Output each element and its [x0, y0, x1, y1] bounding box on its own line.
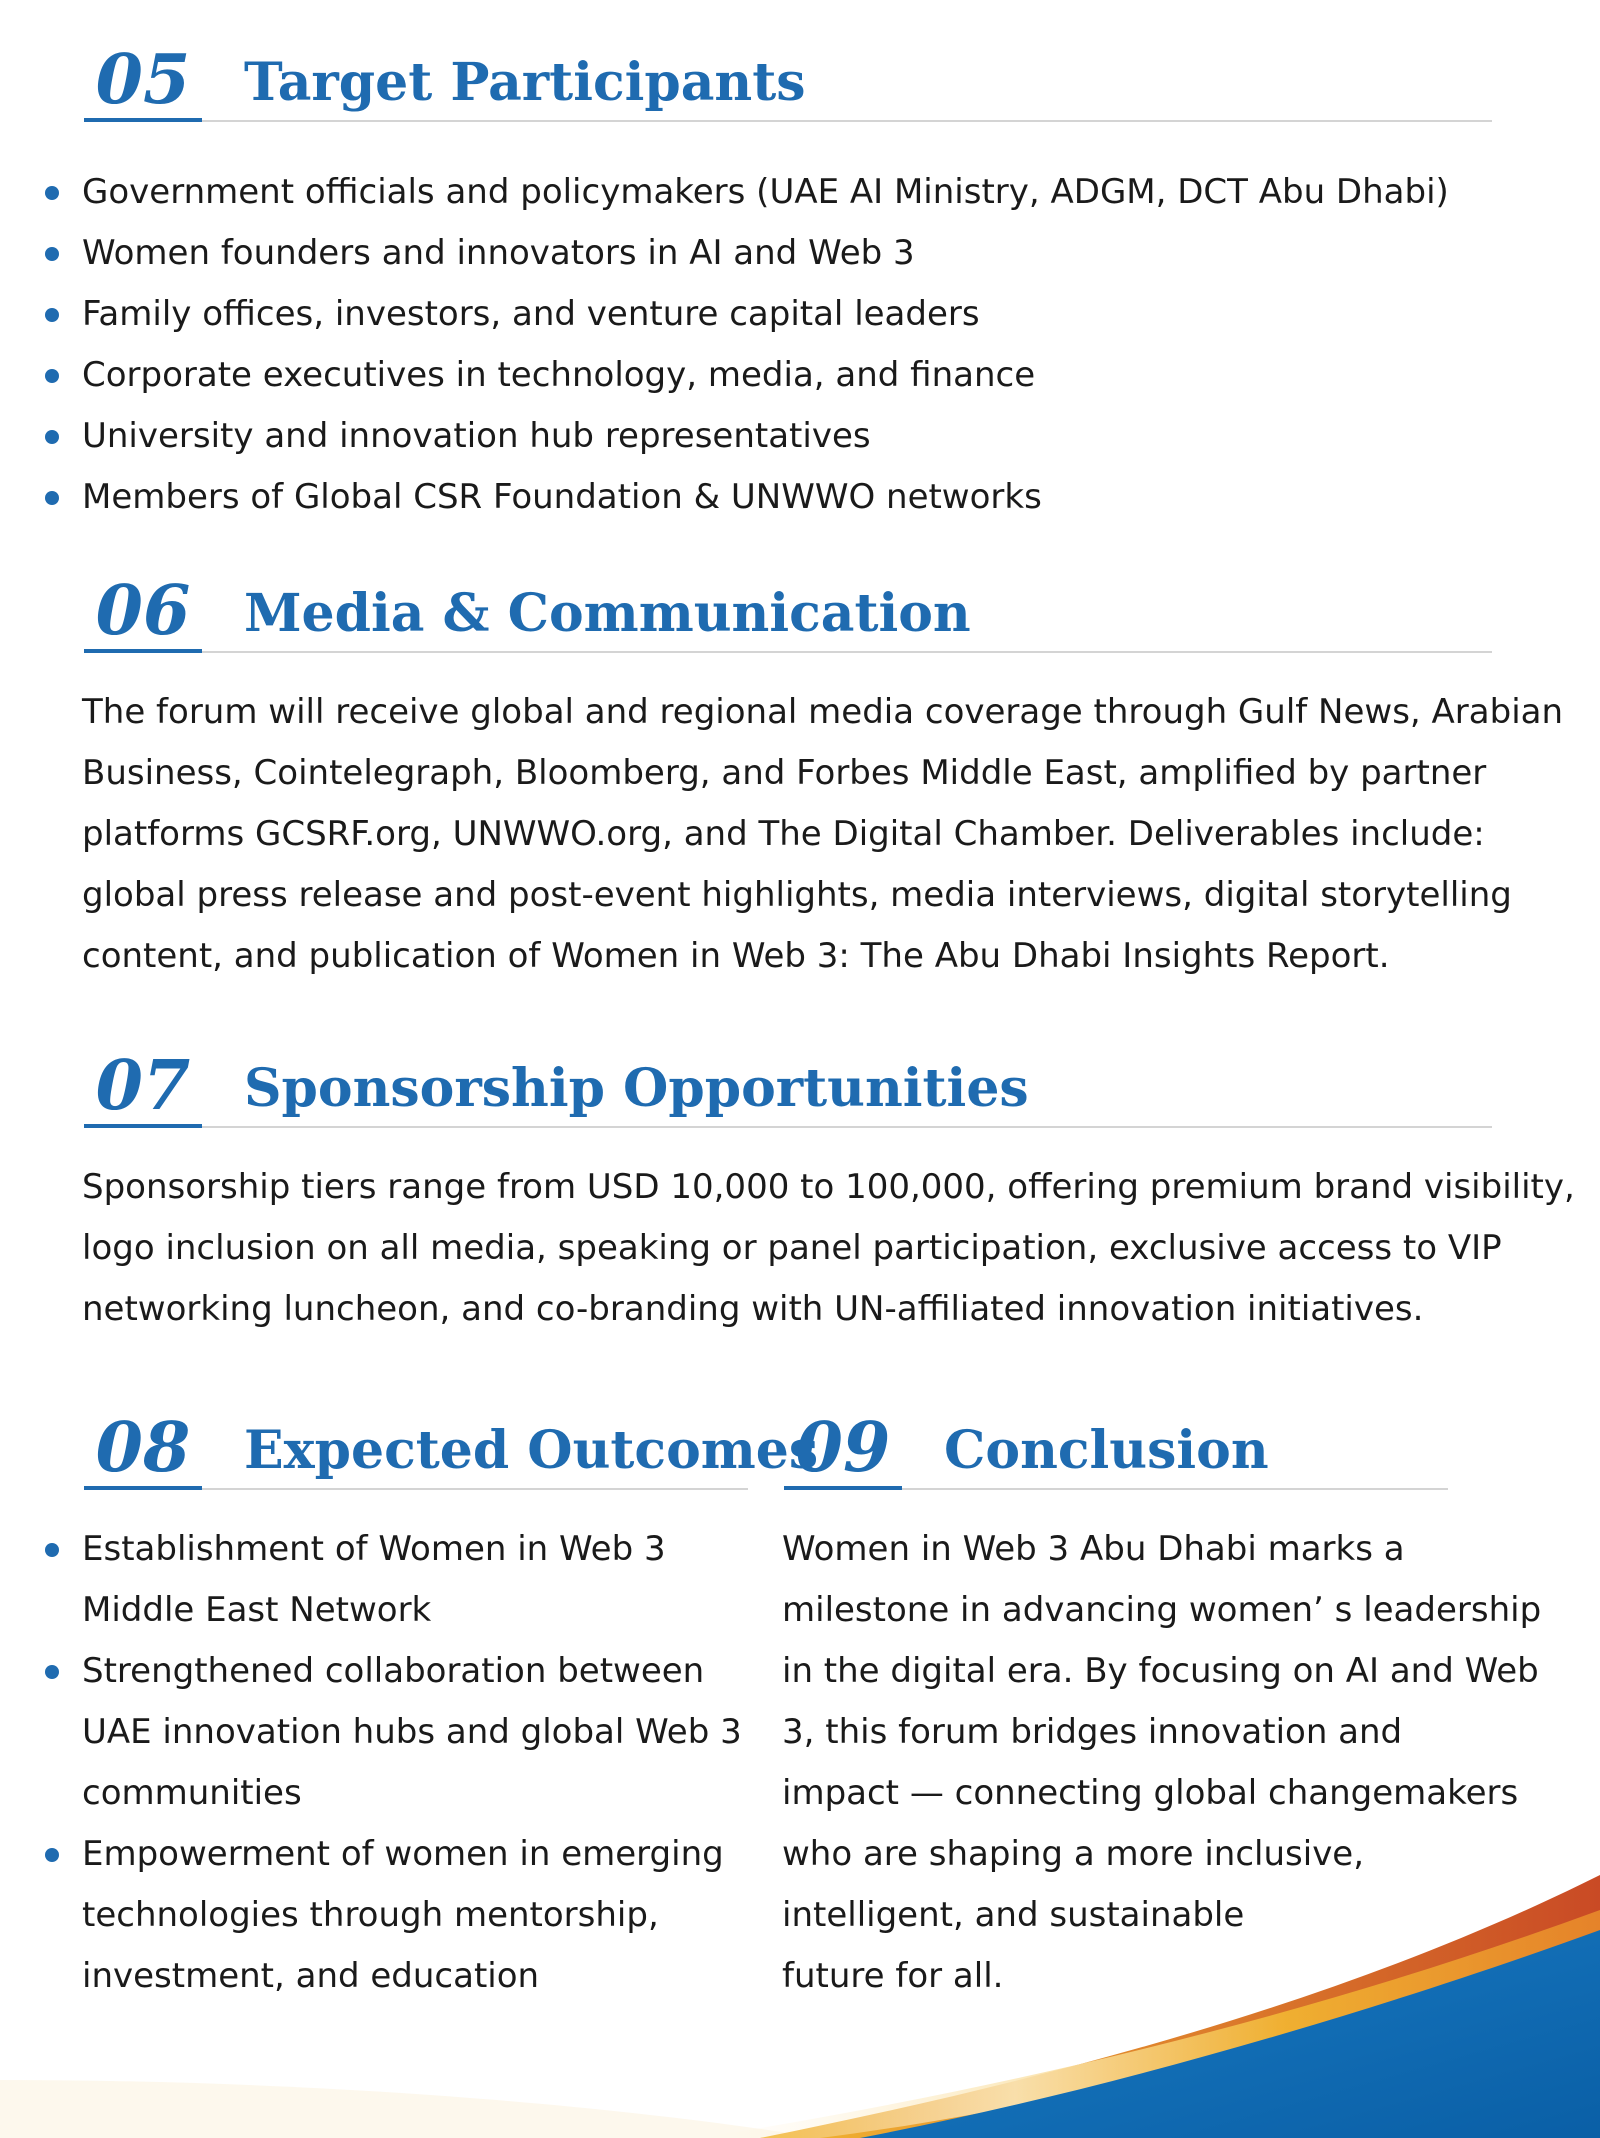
list-item [41, 284, 1491, 345]
bullet-icon [45, 430, 59, 444]
list-item-text: Family offices, investors, and venture capital leaders [82, 294, 980, 334]
paragraph-line: 3, this forum bridges innovation and [782, 1712, 1403, 1752]
bullet-icon [45, 369, 59, 383]
list-item-line: Middle East Network [82, 1590, 432, 1630]
section-number: 06 [84, 571, 202, 653]
paragraph-line: logo inclusion on all media, speaking or panel participation, exclusive access to VIP [82, 1228, 1502, 1268]
paragraph-line: future for all. [782, 1956, 1004, 1996]
list-item [41, 345, 1491, 406]
list-item-line: communities [82, 1773, 302, 1813]
list-item-text: University and innovation hub representatives [82, 416, 871, 456]
section-title: Media & Communication [244, 583, 971, 644]
section-divider [202, 120, 1492, 122]
list-item-line: Establishment of Women in Web 3 [82, 1529, 666, 1569]
list-item-line: investment, and education [82, 1956, 540, 1996]
list-item-text: Women founders and innovators in AI and Web 3 [82, 233, 915, 273]
section-divider [202, 651, 1492, 653]
section-divider [202, 1488, 748, 1490]
list-item-line: technologies through mentorship, [82, 1895, 659, 1935]
section-05-header [84, 40, 1492, 120]
section-divider [902, 1488, 1448, 1490]
bullet-icon [45, 186, 59, 200]
paragraph-line: networking luncheon, and co-branding with UN-affiliated innovation initiatives. [82, 1289, 1424, 1329]
section-title: Conclusion [944, 1420, 1269, 1481]
list-item [41, 406, 1491, 467]
paragraph-line: Business, Cointelegraph, Bloomberg, and Forbes Middle East, amplified by partner [82, 753, 1487, 793]
list-item [41, 467, 1491, 528]
section-title: Sponsorship Opportunities [244, 1058, 1029, 1119]
paragraph-line: Sponsorship tiers range from USD 10,000 to 100,000, offering premium brand visibility, [82, 1167, 1575, 1207]
section-title: Expected Outcomes [244, 1420, 819, 1481]
section-number: 08 [84, 1408, 202, 1490]
list-item-line: UAE innovation hubs and global Web 3 [82, 1712, 742, 1752]
paragraph-line: who are shaping a more inclusive, [782, 1834, 1365, 1874]
bullet-icon [45, 491, 59, 505]
section-number: 07 [84, 1046, 202, 1128]
list-item [41, 1519, 741, 1641]
bullet-icon [45, 247, 59, 261]
list-item [41, 162, 1491, 223]
list-item-text: Corporate executives in technology, media, and finance [82, 355, 1036, 395]
list-item-text: Government officials and policymakers (UAE AI Ministry, ADGM, DCT Abu Dhabi) [82, 172, 1449, 212]
list-item-line: Empowerment of women in emerging [82, 1834, 724, 1874]
sponsorship-paragraph [82, 1157, 1575, 1340]
section-06-header [84, 571, 1492, 651]
list-item-line: Strengthened collaboration between [82, 1651, 705, 1691]
section-divider [202, 1126, 1492, 1128]
paragraph-line: Women in Web 3 Abu Dhabi marks a [782, 1529, 1405, 1569]
wave-gold-band [0, 2080, 820, 2138]
list-item-text: Members of Global CSR Foundation & UNWWO networks [82, 477, 1042, 517]
media-communication-paragraph [82, 682, 1564, 987]
paragraph-line: impact — connecting global changemakers [782, 1773, 1519, 1813]
paragraph-line: The forum will receive global and regional media coverage through Gulf News, Arabian [82, 692, 1564, 732]
bullet-icon [45, 308, 59, 322]
paragraph-line: global press release and post-event highlights, media interviews, digital storytelling [82, 875, 1512, 915]
paragraph-line: in the digital era. By focusing on AI and Web [782, 1651, 1539, 1691]
section-number: 05 [84, 40, 202, 122]
section-07-header [84, 1046, 1492, 1126]
paragraph-line: platforms GCSRF.org, UNWWO.org, and The Digital Chamber. Deliverables include: [82, 814, 1485, 854]
paragraph-line: content, and publication of Women in Web 3: The Abu Dhabi Insights Report. [82, 936, 1390, 976]
bullet-icon [45, 1665, 59, 1679]
target-participants-list [41, 162, 1491, 528]
section-number: 09 [784, 1408, 902, 1490]
section-title: Target Participants [244, 52, 806, 113]
section-09-header [784, 1408, 1448, 1488]
section-08-header [84, 1408, 819, 1488]
bullet-icon [45, 1543, 59, 1557]
decorative-wave-graphic [0, 1780, 1600, 2138]
list-item [41, 223, 1491, 284]
paragraph-line: milestone in advancing women’ s leadership [782, 1590, 1542, 1630]
paragraph-line: intelligent, and sustainable [782, 1895, 1245, 1935]
